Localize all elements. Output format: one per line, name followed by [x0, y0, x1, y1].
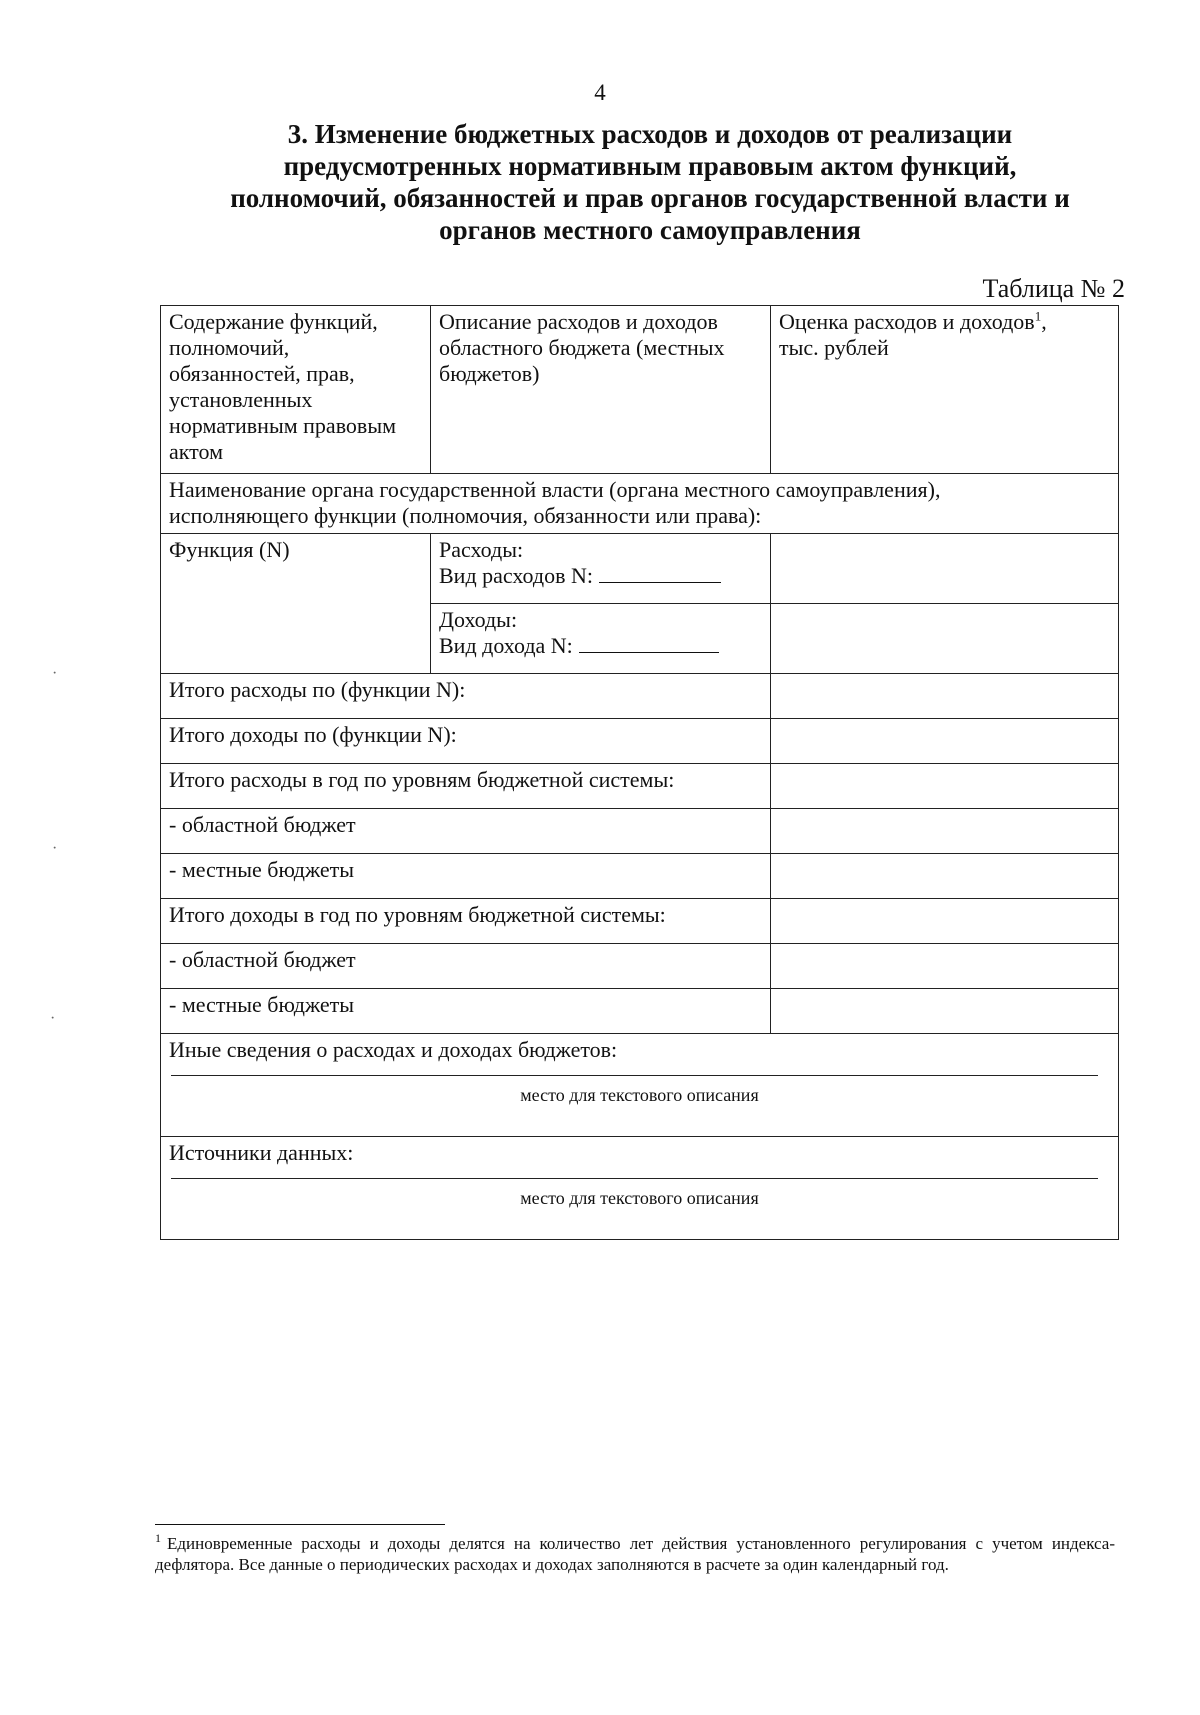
header-line: полномочий,	[169, 335, 290, 360]
heading-line: предусмотренных нормативным правовым актом функций,	[283, 151, 1017, 181]
expenses-cell[interactable]	[431, 534, 771, 604]
income-kind-label: Вид дохода N:	[439, 633, 573, 658]
fill-in-line	[171, 1075, 1098, 1076]
footnote-mark: 1	[155, 1531, 161, 1546]
summary-value-cell[interactable]	[771, 899, 1119, 944]
summary-label: - местные бюджеты	[161, 989, 771, 1034]
summary-label: - местные бюджеты	[161, 854, 771, 899]
header-estimate	[771, 306, 1119, 474]
table-header-row	[161, 306, 1119, 474]
summary-label: Итого расходы по (функции N):	[161, 674, 771, 719]
expenses-label: Расходы:	[439, 537, 524, 562]
fill-in-line	[171, 1178, 1098, 1179]
summary-row	[161, 764, 1119, 809]
header-description	[431, 306, 771, 474]
summary-label: Итого расходы в год по уровням бюджетной системы:	[161, 764, 771, 809]
summary-value-cell[interactable]	[771, 854, 1119, 899]
sources-label: Источники данных:	[169, 1140, 354, 1165]
budget-table	[160, 305, 1119, 1240]
summary-label: Итого доходы в год по уровням бюджетной системы:	[161, 899, 771, 944]
scan-speck: ·	[52, 840, 58, 857]
header-line: установленных	[169, 387, 313, 412]
summary-row	[161, 854, 1119, 899]
header-line: актом	[169, 439, 223, 464]
sources-cell[interactable]	[161, 1137, 1119, 1240]
table-caption: Таблица № 2	[982, 274, 1125, 303]
text-placeholder: место для текстового описания	[520, 1085, 759, 1105]
header-line: Содержание функций,	[169, 309, 378, 334]
summary-value-cell[interactable]	[771, 674, 1119, 719]
other-info-label: Иные сведения о расходах и доходах бюджетов:	[169, 1037, 618, 1062]
income-kind-blank[interactable]	[579, 634, 719, 653]
summary-value-cell[interactable]	[771, 989, 1119, 1034]
summary-value-cell[interactable]	[771, 719, 1119, 764]
summary-row	[161, 989, 1119, 1034]
header-comma: ,	[1041, 309, 1047, 334]
page-number: 4	[594, 80, 606, 105]
summary-label: Итого доходы по (функции N):	[161, 719, 771, 764]
summary-value-cell[interactable]	[771, 809, 1119, 854]
function-label-cell[interactable]: Функция (N)	[161, 534, 431, 674]
heading-line: органов местного самоуправления	[439, 215, 861, 245]
header-estimate-text: Оценка расходов и доходов	[779, 309, 1035, 334]
income-cell[interactable]	[431, 604, 771, 674]
heading-line: 3. Изменение бюджетных расходов и доходов от реализации	[287, 119, 1013, 149]
summary-value-cell[interactable]	[771, 764, 1119, 809]
footnote-text: Единовременные расходы и доходы делятся на количество лет действия установленного регулирования с учетом индекса-дефлятора. Все данные о периодических расходах и доходах заполняются в расчете за один календарный год.	[155, 1534, 1115, 1574]
org-name-cell[interactable]	[161, 474, 1119, 534]
sources-row	[161, 1137, 1119, 1240]
summary-label: - областной бюджет	[161, 944, 771, 989]
function-expenses-row	[161, 534, 1119, 604]
org-line: Наименование органа государственной власти (органа местного самоуправления),	[169, 477, 941, 502]
header-line: областного бюджета (местных	[439, 335, 725, 360]
scan-speck: ·	[50, 1010, 56, 1027]
org-name-row	[161, 474, 1119, 534]
other-info-cell[interactable]	[161, 1034, 1119, 1137]
header-line: тыс. рублей	[779, 335, 889, 360]
summary-row	[161, 944, 1119, 989]
header-line: бюджетов)	[439, 361, 540, 386]
expense-kind-label: Вид расходов N:	[439, 563, 593, 588]
text-placeholder: место для текстового описания	[520, 1188, 759, 1208]
header-line	[779, 309, 1110, 335]
header-line: Описание расходов и доходов	[439, 309, 718, 334]
header-line: обязанностей, прав,	[169, 361, 355, 386]
section-heading	[180, 118, 1120, 246]
expense-kind-line	[439, 563, 762, 589]
income-label: Доходы:	[439, 607, 518, 632]
summary-row	[161, 719, 1119, 764]
summary-value-cell[interactable]	[771, 944, 1119, 989]
expense-kind-blank[interactable]	[599, 564, 721, 583]
summary-label: - областной бюджет	[161, 809, 771, 854]
footnote-divider	[155, 1524, 445, 1525]
header-functions-content	[161, 306, 431, 474]
header-line: нормативным правовым	[169, 413, 397, 438]
org-line: исполняющего функции (полномочия, обязанности или права):	[169, 503, 762, 528]
footnote-mark: 1	[1034, 308, 1042, 324]
summary-row	[161, 809, 1119, 854]
heading-line: полномочий, обязанностей и прав органов государственной власти и	[230, 183, 1070, 213]
summary-row	[161, 899, 1119, 944]
footnote	[155, 1533, 1115, 1575]
summary-row	[161, 674, 1119, 719]
income-kind-line	[439, 633, 762, 659]
income-estimate-cell[interactable]	[771, 604, 1119, 674]
other-info-row	[161, 1034, 1119, 1137]
scan-speck: ·	[52, 665, 58, 682]
expenses-estimate-cell[interactable]	[771, 534, 1119, 604]
